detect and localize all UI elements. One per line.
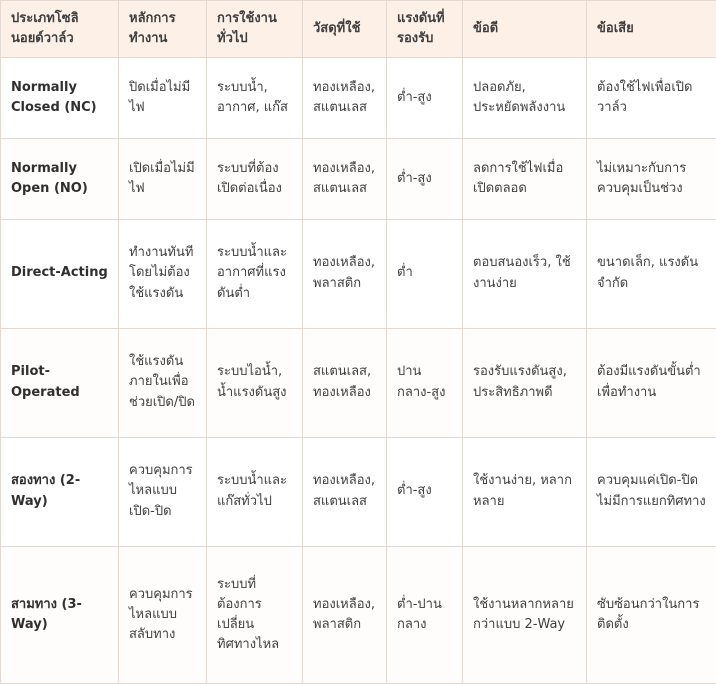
cell-principle: ปิดเมื่อไม่มีไฟ [119,58,207,139]
cell-cons: ต้องใช้ไฟเพื่อเปิดวาล์ว [587,58,716,139]
cell-pros: ใช้งานหลากหลายกว่าแบบ 2-Way [463,546,587,683]
table-row [1,138,716,219]
cell-material: ทองเหลือง, สแตนเลส [303,138,387,219]
cell-cons: ซับซ้อนกว่าในการติดตั้ง [587,546,716,683]
cell-usage: ระบบน้ำและแก๊สทั่วไป [207,437,303,546]
cell-principle: เปิดเมื่อไม่มีไฟ [119,138,207,219]
column-header-cons: ข้อเสีย [587,1,716,58]
table-row [1,328,716,437]
table-header-row [1,1,716,58]
table-row [1,219,716,328]
column-header-pros: ข้อดี [463,1,587,58]
cell-pressure: ต่ำ-สูง [387,138,463,219]
cell-type: สามทาง (3-Way) [1,546,119,683]
cell-pressure: ต่ำ-สูง [387,437,463,546]
column-header-principle: หลักการทำงาน [119,1,207,58]
table-header [1,1,716,58]
table-row [1,546,716,683]
cell-pros: ตอบสนองเร็ว, ใช้งานง่าย [463,219,587,328]
table-row [1,58,716,139]
cell-pressure: ต่ำ-สูง [387,58,463,139]
cell-pressure: ต่ำ-ปานกลาง [387,546,463,683]
cell-type: Normally Closed (NC) [1,58,119,139]
cell-principle: ควบคุมการไหลแบบสลับทาง [119,546,207,683]
cell-pressure: ปานกลาง-สูง [387,328,463,437]
cell-material: สแตนเลส, ทองเหลือง [303,328,387,437]
cell-pressure: ต่ำ [387,219,463,328]
cell-cons: ควบคุมแค่เปิด-ปิด ไม่มีการแยกทิศทาง [587,437,716,546]
cell-pros: ใช้งานง่าย, หลากหลาย [463,437,587,546]
cell-type: Pilot-Operated [1,328,119,437]
cell-cons: ไม่เหมาะกับการควบคุมเป็นช่วง [587,138,716,219]
cell-material: ทองเหลือง, พลาสติก [303,219,387,328]
cell-material: ทองเหลือง, พลาสติก [303,546,387,683]
cell-usage: ระบบน้ำและอากาศที่แรงดันต่ำ [207,219,303,328]
cell-material: ทองเหลือง, สแตนเลส [303,58,387,139]
column-header-pressure: แรงดันที่รองรับ [387,1,463,58]
cell-cons: ขนาดเล็ก, แรงดันจำกัด [587,219,716,328]
cell-cons: ต้องมีแรงดันขั้นต่ำเพื่อทำงาน [587,328,716,437]
cell-material: ทองเหลือง, สแตนเลส [303,437,387,546]
cell-pros: ลดการใช้ไฟเมื่อเปิดตลอด [463,138,587,219]
cell-principle: ทำงานทันทีโดยไม่ต้องใช้แรงดัน [119,219,207,328]
column-header-usage: การใช้งานทั่วไป [207,1,303,58]
cell-pros: ปลอดภัย, ประหยัดพลังงาน [463,58,587,139]
cell-usage: ระบบที่ต้องเปิดต่อเนื่อง [207,138,303,219]
cell-type: Direct-Acting [1,219,119,328]
cell-type: สองทาง (2-Way) [1,437,119,546]
cell-usage: ระบบไอน้ำ, น้ำแรงดันสูง [207,328,303,437]
cell-usage: ระบบน้ำ, อากาศ, แก๊ส [207,58,303,139]
cell-pros: รองรับแรงดันสูง, ประสิทธิภาพดี [463,328,587,437]
cell-usage: ระบบที่ต้องการเปลี่ยนทิศทางไหล [207,546,303,683]
cell-type: Normally Open (NO) [1,138,119,219]
cell-principle: ควบคุมการไหลแบบเปิด-ปิด [119,437,207,546]
table-body [1,58,716,684]
column-header-material: วัสดุที่ใช้ [303,1,387,58]
cell-principle: ใช้แรงดันภายในเพื่อช่วยเปิด/ปิด [119,328,207,437]
table-row [1,437,716,546]
column-header-type: ประเภทโซลินอยด์วาล์ว [1,1,119,58]
